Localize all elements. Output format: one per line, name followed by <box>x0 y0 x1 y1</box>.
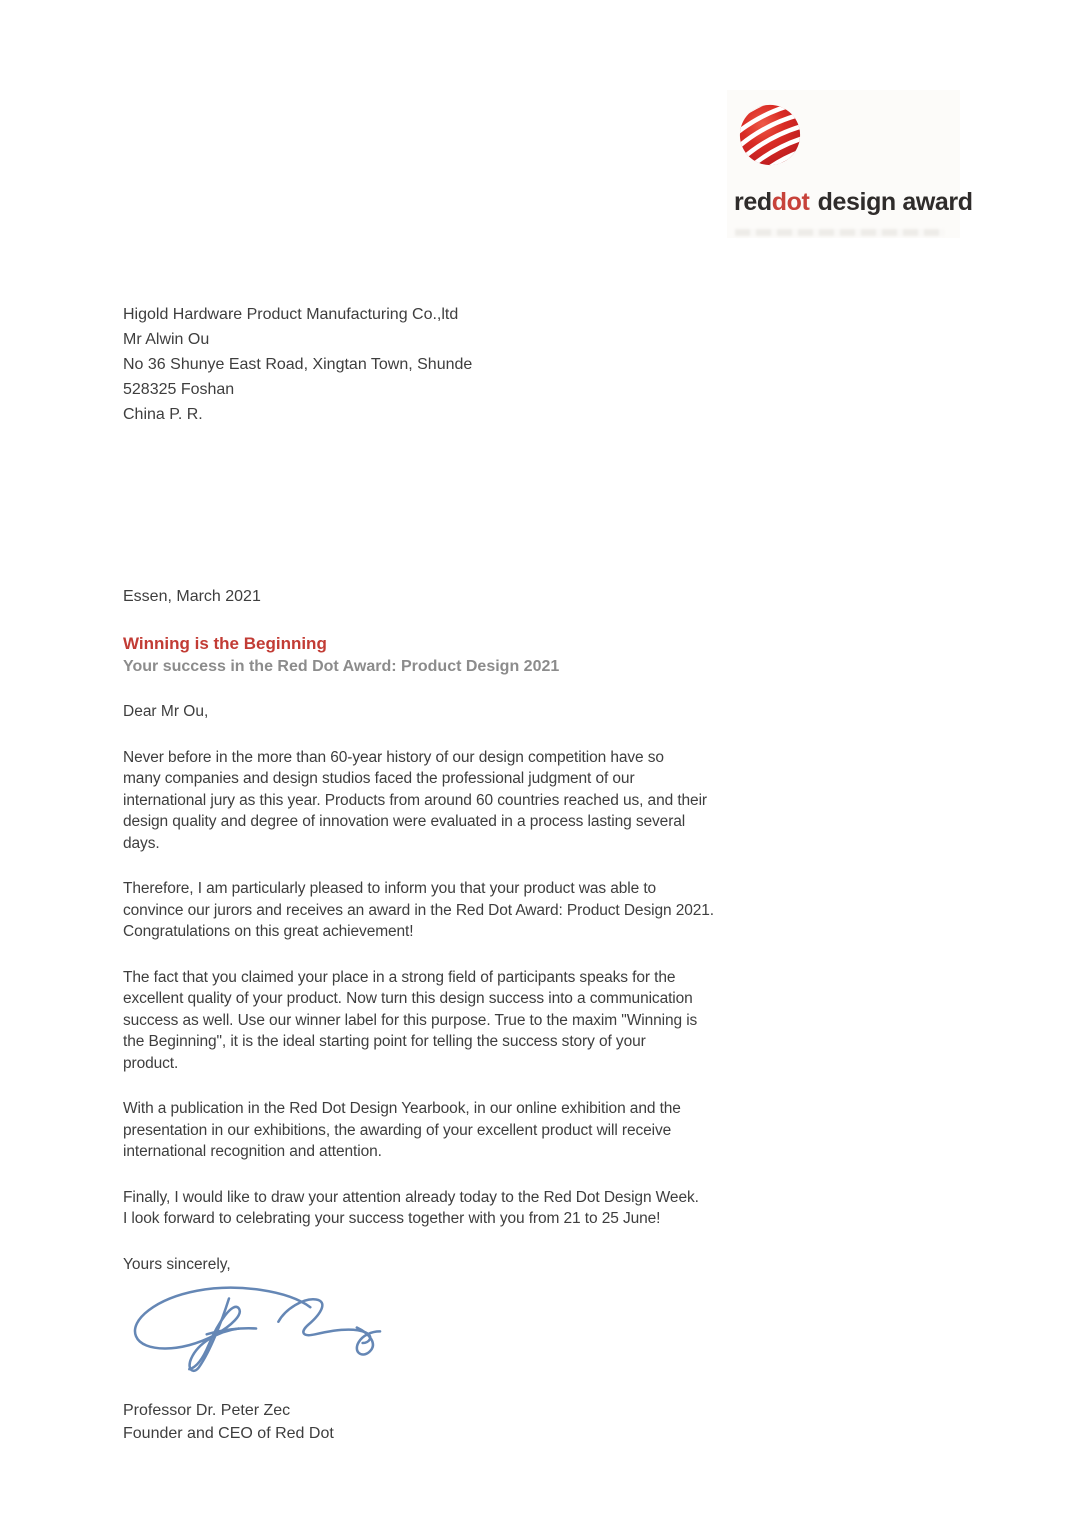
logo-tagline-ghost <box>735 229 945 236</box>
recipient-address <box>123 302 472 427</box>
reddot-sphere-icon <box>735 100 805 170</box>
signatory-title: Founder and CEO of Red Dot <box>123 1425 334 1442</box>
closing: Yours sincerely, <box>123 1255 231 1273</box>
paragraph-line: Finally, I would like to draw your attention already today to the Red Dot Design Week. <box>123 1188 699 1206</box>
paragraph-line: Therefore, I am particularly pleased to inform you that your product was able to <box>123 880 657 897</box>
paragraph-line: Never before in the more than 60-year history of our design competition have so <box>123 748 664 766</box>
paragraph <box>123 878 768 943</box>
paragraph-line: design quality and degree of innovation were evaluated in a process lasting several <box>123 813 686 830</box>
salutation: Dear Mr Ou, <box>123 703 209 720</box>
paragraph-line: success as well. Use our winner label for this purpose. True to the maxim "Winning is <box>123 1011 698 1029</box>
paragraph-line: convince our jurors and receives an award in the Red Dot Award: Product Design 2021. <box>123 901 714 919</box>
paragraph-line: international recognition and attention. <box>123 1143 382 1160</box>
paragraph-line: days. <box>123 834 160 852</box>
signatory-name: Professor Dr. Peter Zec <box>123 1402 291 1419</box>
address-line: Mr Alwin Ou <box>123 331 210 348</box>
paragraph-line: product. <box>123 1054 179 1072</box>
address-line: China P. R. <box>123 406 203 423</box>
letterhead-logo <box>727 90 973 238</box>
signatory-block <box>123 1399 768 1445</box>
paragraph-line: international jury as this year. Products from around 60 countries reached us, and their <box>123 791 707 809</box>
paragraph-line: The fact that you claimed your place in a strong field of participants speaks for the <box>123 968 676 986</box>
wordmark-design-award: design award <box>817 188 973 216</box>
paragraph <box>123 1098 768 1163</box>
paragraph-line: Congratulations on this great achievement! <box>123 923 414 940</box>
logo-wordmark <box>734 188 973 217</box>
paragraph <box>123 1187 768 1230</box>
paragraph <box>123 747 768 855</box>
paragraph-line: many companies and design studios faced the professional judgment of our <box>123 770 635 787</box>
letter-body <box>123 747 768 1230</box>
paragraph-line: With a publication in the Red Dot Design Yearbook, in our online exhibition and the <box>123 1100 681 1117</box>
paragraph <box>123 967 768 1075</box>
paragraph-line: the Beginning", it is the ideal starting point for telling the success story of your <box>123 1033 646 1050</box>
address-line: No 36 Shunye East Road, Xingtan Town, Shunde <box>123 356 473 373</box>
paragraph-line: I look forward to celebrating your success together with you from 21 to 25 June! <box>123 1210 661 1227</box>
address-line: Higold Hardware Product Manufacturing Co.,ltd <box>123 306 459 323</box>
signature-image <box>123 1283 395 1375</box>
letter-content <box>123 586 768 1445</box>
headline: Winning is the Beginning <box>123 634 327 653</box>
dateline: Essen, March 2021 <box>123 588 261 605</box>
paragraph-line: presentation in our exhibitions, the awarding of your excellent product will receive <box>123 1121 672 1139</box>
subheadline: Your success in the Red Dot Award: Product Design 2021 <box>123 658 560 675</box>
paragraph-line: excellent quality of your product. Now turn this design success into a communication <box>123 990 693 1007</box>
address-line: 528325 Foshan <box>123 381 235 398</box>
wordmark-dot: dot <box>771 188 810 216</box>
wordmark-red: red <box>734 188 772 216</box>
